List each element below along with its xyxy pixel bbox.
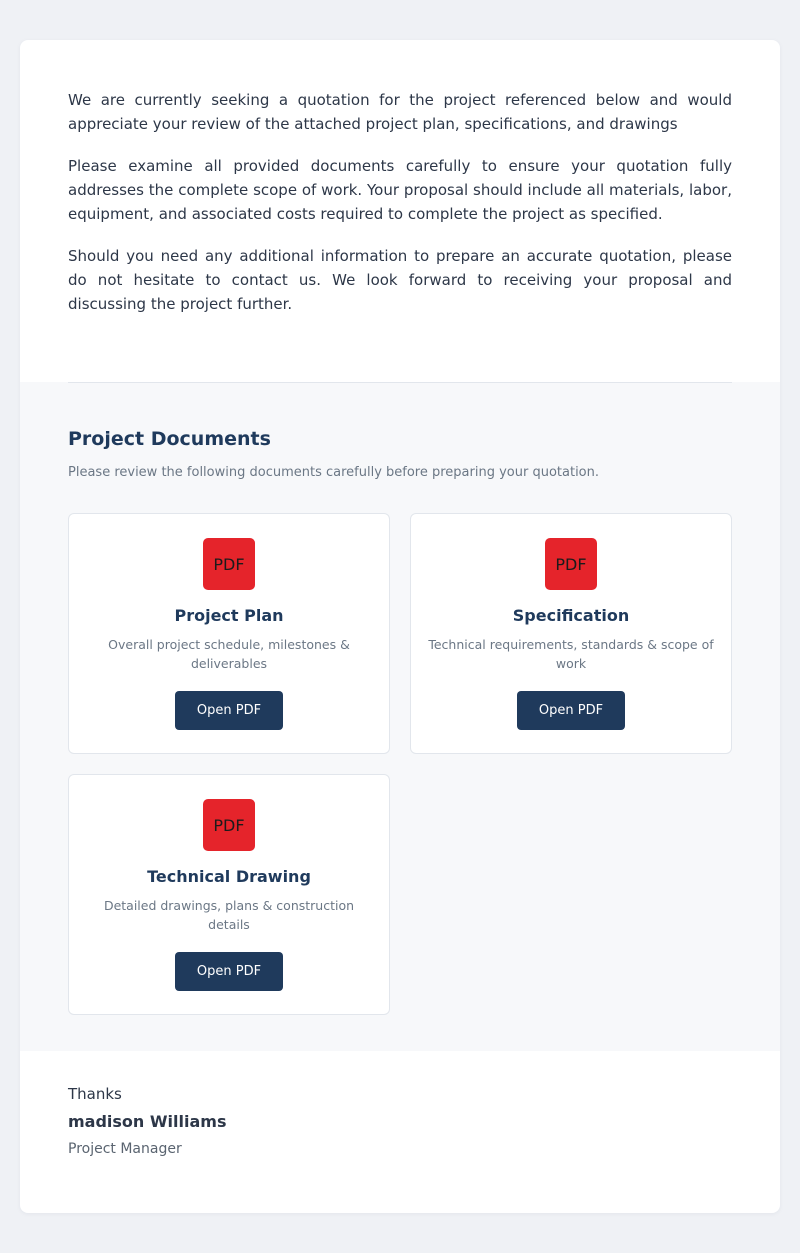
document-description: Technical requirements, standards & scope of work [428, 637, 714, 671]
open-pdf-button[interactable]: Open PDF [175, 952, 283, 991]
documents-subtitle: Please review the following documents carefully before preparing your quotation. [68, 465, 600, 480]
document-card-technical-drawing [68, 774, 390, 1015]
document-title: Project Plan [174, 606, 284, 625]
open-pdf-button[interactable]: Open PDF [175, 691, 283, 730]
closing-text: Thanks [68, 1085, 122, 1103]
pdf-icon: PDF [203, 538, 255, 590]
section-divider [68, 382, 732, 383]
document-description: Detailed drawings, plans & construction details [103, 898, 355, 932]
sender-role: Project Manager [68, 1141, 182, 1157]
document-title: Technical Drawing [147, 867, 311, 886]
sender-name: madison Williams [68, 1112, 227, 1131]
email-card [20, 40, 780, 1213]
documents-grid [68, 513, 732, 1015]
document-description: Overall project schedule, milestones & deliverables [108, 637, 350, 671]
pdf-icon: PDF [203, 799, 255, 851]
document-card-project-plan [68, 513, 390, 754]
document-title: Specification [512, 606, 630, 625]
intro-paragraph: We are currently seeking a quotation for the project referenced below and would appreciate your review of the attached project plan, specifications, and drawings [68, 91, 732, 133]
open-pdf-button[interactable]: Open PDF [517, 691, 625, 730]
signature-block [68, 1084, 226, 1158]
intro-section [20, 40, 780, 382]
intro-paragraph: Should you need any additional information to prepare an accurate quotation, please do not hesitate to contact us. We look forward to receiving your proposal and discussing the project further. [68, 247, 732, 313]
pdf-icon: PDF [545, 538, 597, 590]
intro-paragraph: Please examine all provided documents carefully to ensure your quotation fully addresses the complete scope of work. Your proposal should include all materials, labor, equipment, and associated costs required to complete the project as specified. [68, 157, 732, 223]
document-card-specification [410, 513, 732, 754]
documents-title: Project Documents [68, 428, 271, 450]
project-documents-section [20, 382, 780, 1051]
